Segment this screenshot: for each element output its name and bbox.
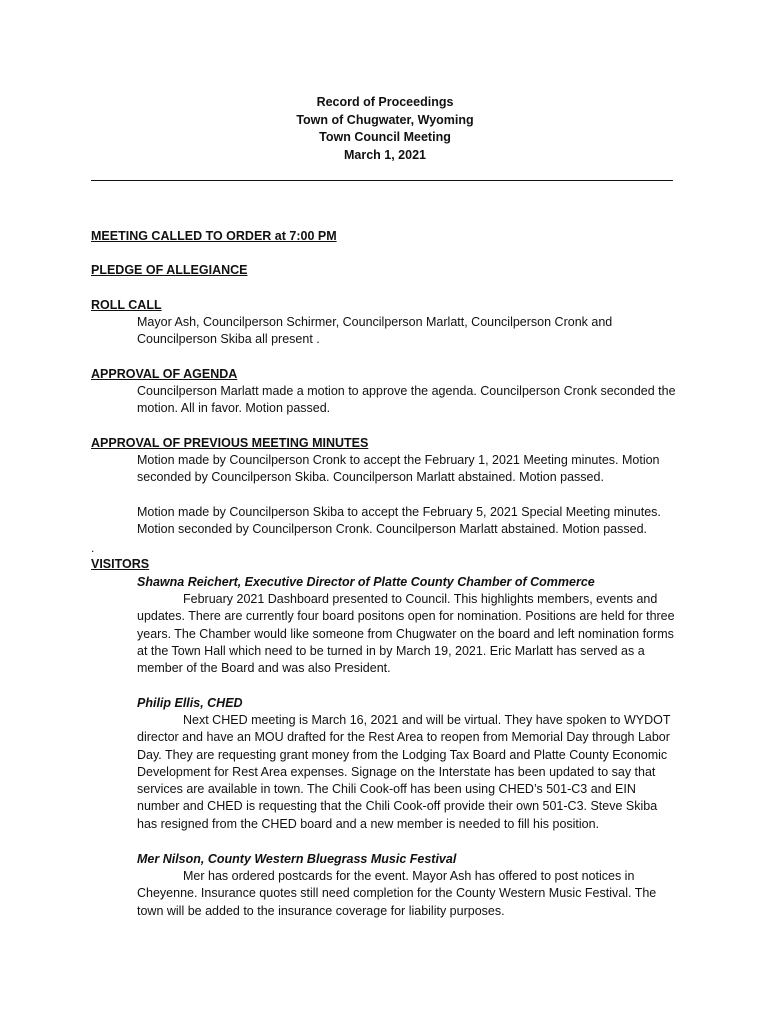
minutes-paragraph-2: Motion made by Councilperson Skiba to accept the February 5, 2021 Special Meeting minutes. Motion seconded by Councilperson Cronk. Councilperson Marlatt abstained. Motion passed. bbox=[137, 505, 661, 537]
section-called-to-order: MEETING CALLED TO ORDER at 7:00 PM bbox=[91, 229, 337, 243]
roll-call-paragraph: Mayor Ash, Councilperson Schirmer, Councilperson Marlatt, Councilperson Cronk and Councilperson Skiba all present . bbox=[137, 315, 613, 347]
section-visitors-title: VISITORS bbox=[91, 557, 150, 571]
minutes-paragraph-1: Motion made by Councilperson Cronk to accept the February 1, 2021 Meeting minutes. Motion seconded by Councilperson Skiba. Councilperson Marlatt abstained. Motion passed. bbox=[137, 453, 660, 485]
header-date: March 1, 2021 bbox=[344, 147, 426, 162]
visitor-3-paragraph: Mer has ordered postcards for the event. Mayor Ash has offered to post notices in Cheyenne. Insurance quotes still need completion for the County Western Music Festival. The town will be added to the insurance coverage for liability purposes. bbox=[137, 869, 657, 918]
section-pledge: PLEDGE OF ALLEGIANCE bbox=[91, 263, 248, 277]
visitor-1-text bbox=[137, 591, 677, 677]
header-meeting: Town Council Meeting bbox=[319, 130, 451, 144]
visitor-1-name: Shawna Reichert, Executive Director of Platte County Chamber of Commerce bbox=[137, 575, 595, 589]
minutes-text-1 bbox=[137, 452, 677, 487]
section-roll-call-title: ROLL CALL bbox=[91, 298, 162, 312]
visitor-2-paragraph: Next CHED meeting is March 16, 2021 and will be virtual. They have spoken to WYDOT director and have an MOU drafted for the Rest Area to reopen from Memorial Day through Labor Day. They are requesting grant money from the Lodging Tax Board and Platte County Economic Development for Rest Area expenses. Signage on the Interstate has been updated to say that services are available in town. The Chili Cook-off has been using CHED’s 501-C3 and EIN number and CHED is requesting that the Chili Cook-off provide their own 501-C3. Steve Skiba has resigned from the CHED board and a new member is needed to fill his position. bbox=[137, 713, 671, 831]
header-divider bbox=[91, 180, 673, 181]
header-title: Record of Proceedings bbox=[316, 95, 454, 109]
agenda-text bbox=[137, 383, 677, 418]
visitor-3-text bbox=[137, 868, 677, 920]
minutes-text-2 bbox=[137, 504, 677, 539]
document-header bbox=[0, 94, 770, 164]
visitor-3-name: Mer Nilson, County Western Bluegrass Music Festival bbox=[137, 852, 457, 866]
stray-dot: . bbox=[91, 541, 95, 555]
header-town: Town of Chugwater, Wyoming bbox=[296, 112, 474, 127]
section-minutes-title: APPROVAL OF PREVIOUS MEETING MINUTES bbox=[91, 436, 369, 450]
visitor-1-paragraph: February 2021 Dashboard presented to Council. This highlights members, events and updates. There are currently four board positons open for nomination. Positions are held for three years. The Chamber would like someone from Chugwater on the board and left nomination forms at the Town Hall which need to be turned in by March 19, 2021. Eric Marlatt has served as a member of the Board and was also President. bbox=[137, 592, 675, 676]
roll-call-text bbox=[137, 314, 677, 349]
visitor-2-name: Philip Ellis, CHED bbox=[137, 696, 243, 710]
section-agenda-title: APPROVAL OF AGENDA bbox=[91, 367, 238, 381]
agenda-paragraph: Councilperson Marlatt made a motion to approve the agenda. Councilperson Cronk seconded the motion. All in favor. Motion passed. bbox=[137, 384, 676, 416]
visitor-2-text bbox=[137, 712, 677, 833]
